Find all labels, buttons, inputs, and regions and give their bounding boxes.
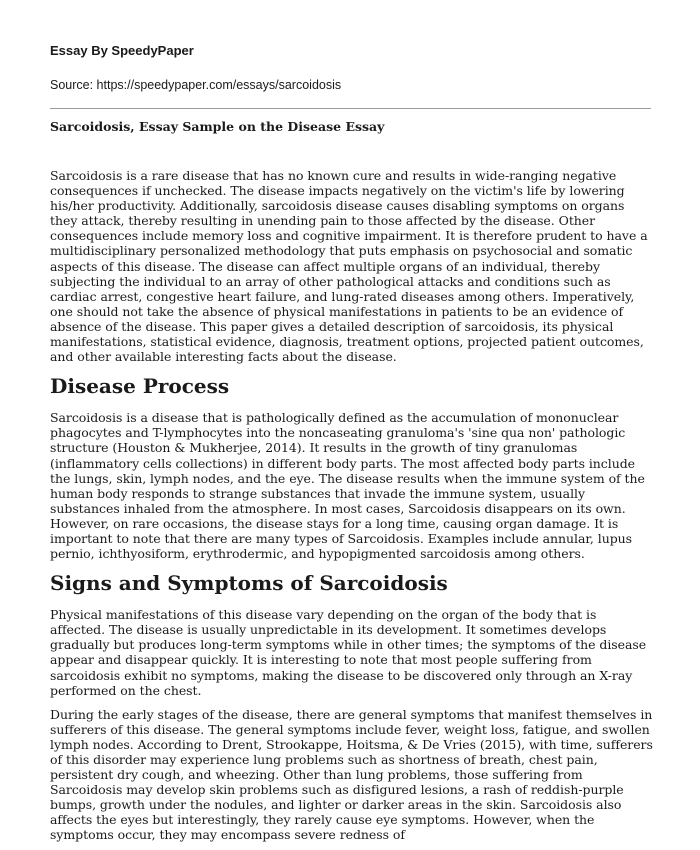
intro-paragraph: Sarcoidosis is a rare disease that has no known cure and results in wide-ranging negative consequences if unchecked. The disease impacts negatively on the victim's life by lowering his/her productivity. Additionally, sarcoidosis disease causes disabling symptoms on organs they attack, thereby resulting in unending pain to those affected by the disease. Other consequences include memory loss and cognitive impairment. It is therefore prudent to have a multidisciplinary personalized methodology that puts emphasis on psychosocial and somatic aspects of this disease. The disease can affect multiple organs of an individual, thereby subjecting the individual to an array of other pathological attacks and conditions such as cardiac arrest, congestive heart failure, and lung-rated diseases among others. Imperatively, one should not take the absence of physical manifestations in patients to be an evidence of absence of the disease. This paper gives a detailed description of sarcoidosis, its physical manifestations, statistical evidence, diagnosis, treatment options, projected patient outcomes, and other available interesting facts about the disease. — [50, 168, 648, 365]
section-heading-signs-symptoms: Signs and Symptoms of Sarcoidosis — [50, 571, 448, 596]
paragraph: During the early stages of the disease, there are general symptoms that manifest themselves in sufferers of this disease. The general symptoms include fever, weight loss, fatigue, and swollen lymph nodes. According to Drent, Strookappe, Hoitsma, & De Vries (2015), with time, sufferers of this disorder may experience lung problems such as shortness of breath, chest pain, persistent dry cough, and wheezing. Other than lung problems, those suffering from Sarcoidosis may develop skin problems such as disfigured lesions, a rash of reddish-purple bumps, growth under the nodules, and lighter or darker areas in the skin. Sarcoidosis also affects the eyes but interestingly, they rarely cause eye symptoms. However, when the symptoms occur, they may encompass severe redness of — [50, 706, 653, 843]
page-header — [50, 43, 650, 92]
paragraph: Sarcoidosis is a disease that is pathologically defined as the accumulation of mononuclear phagocytes and T-lymphocytes into the noncaseating granuloma's 'sine qua non' pathologic structure (Houston & Mukherjee, 2014). It results in the growth of tiny granulomas (inflammatory cells collections) in different body parts. The most affected body parts include the lungs, skin, lymph nodes, and the eye. The disease results when the immune system of the human body responds to strange substances that invade the immune system, usually substances inhaled from the atmosphere. In most cases, Sarcoidosis disappears on its own. However, on rare occasions, the disease stays for a long time, causing organ damage. It is important to note that there are many types of Sarcoidosis. Examples include annular, lupus pernio, ichthyosiform, erythrodermic, and hypopigmented sarcoidosis among others. — [50, 410, 645, 562]
section-heading-disease-process: Disease Process — [50, 374, 230, 399]
document-title: Sarcoidosis, Essay Sample on the Disease Essay — [50, 119, 385, 134]
brand-title: Essay By SpeedyPaper — [50, 43, 194, 58]
header-divider — [50, 108, 651, 109]
paragraph: Physical manifestations of this disease vary depending on the organ of the body that is affected. The disease is usually unpredictable in its development. It sometimes develops gradually but produces long-term symptoms while in other times; the symptoms of the disease appear and disappear quickly. It is interesting to note that most people suffering from sarcoidosis exhibit no symptoms, making the disease to be discovered only through an X-ray performed on the chest. — [50, 607, 647, 698]
source-line: Source: https://speedypaper.com/essays/sarcoidosis — [50, 78, 342, 92]
essay-body — [50, 168, 654, 850]
